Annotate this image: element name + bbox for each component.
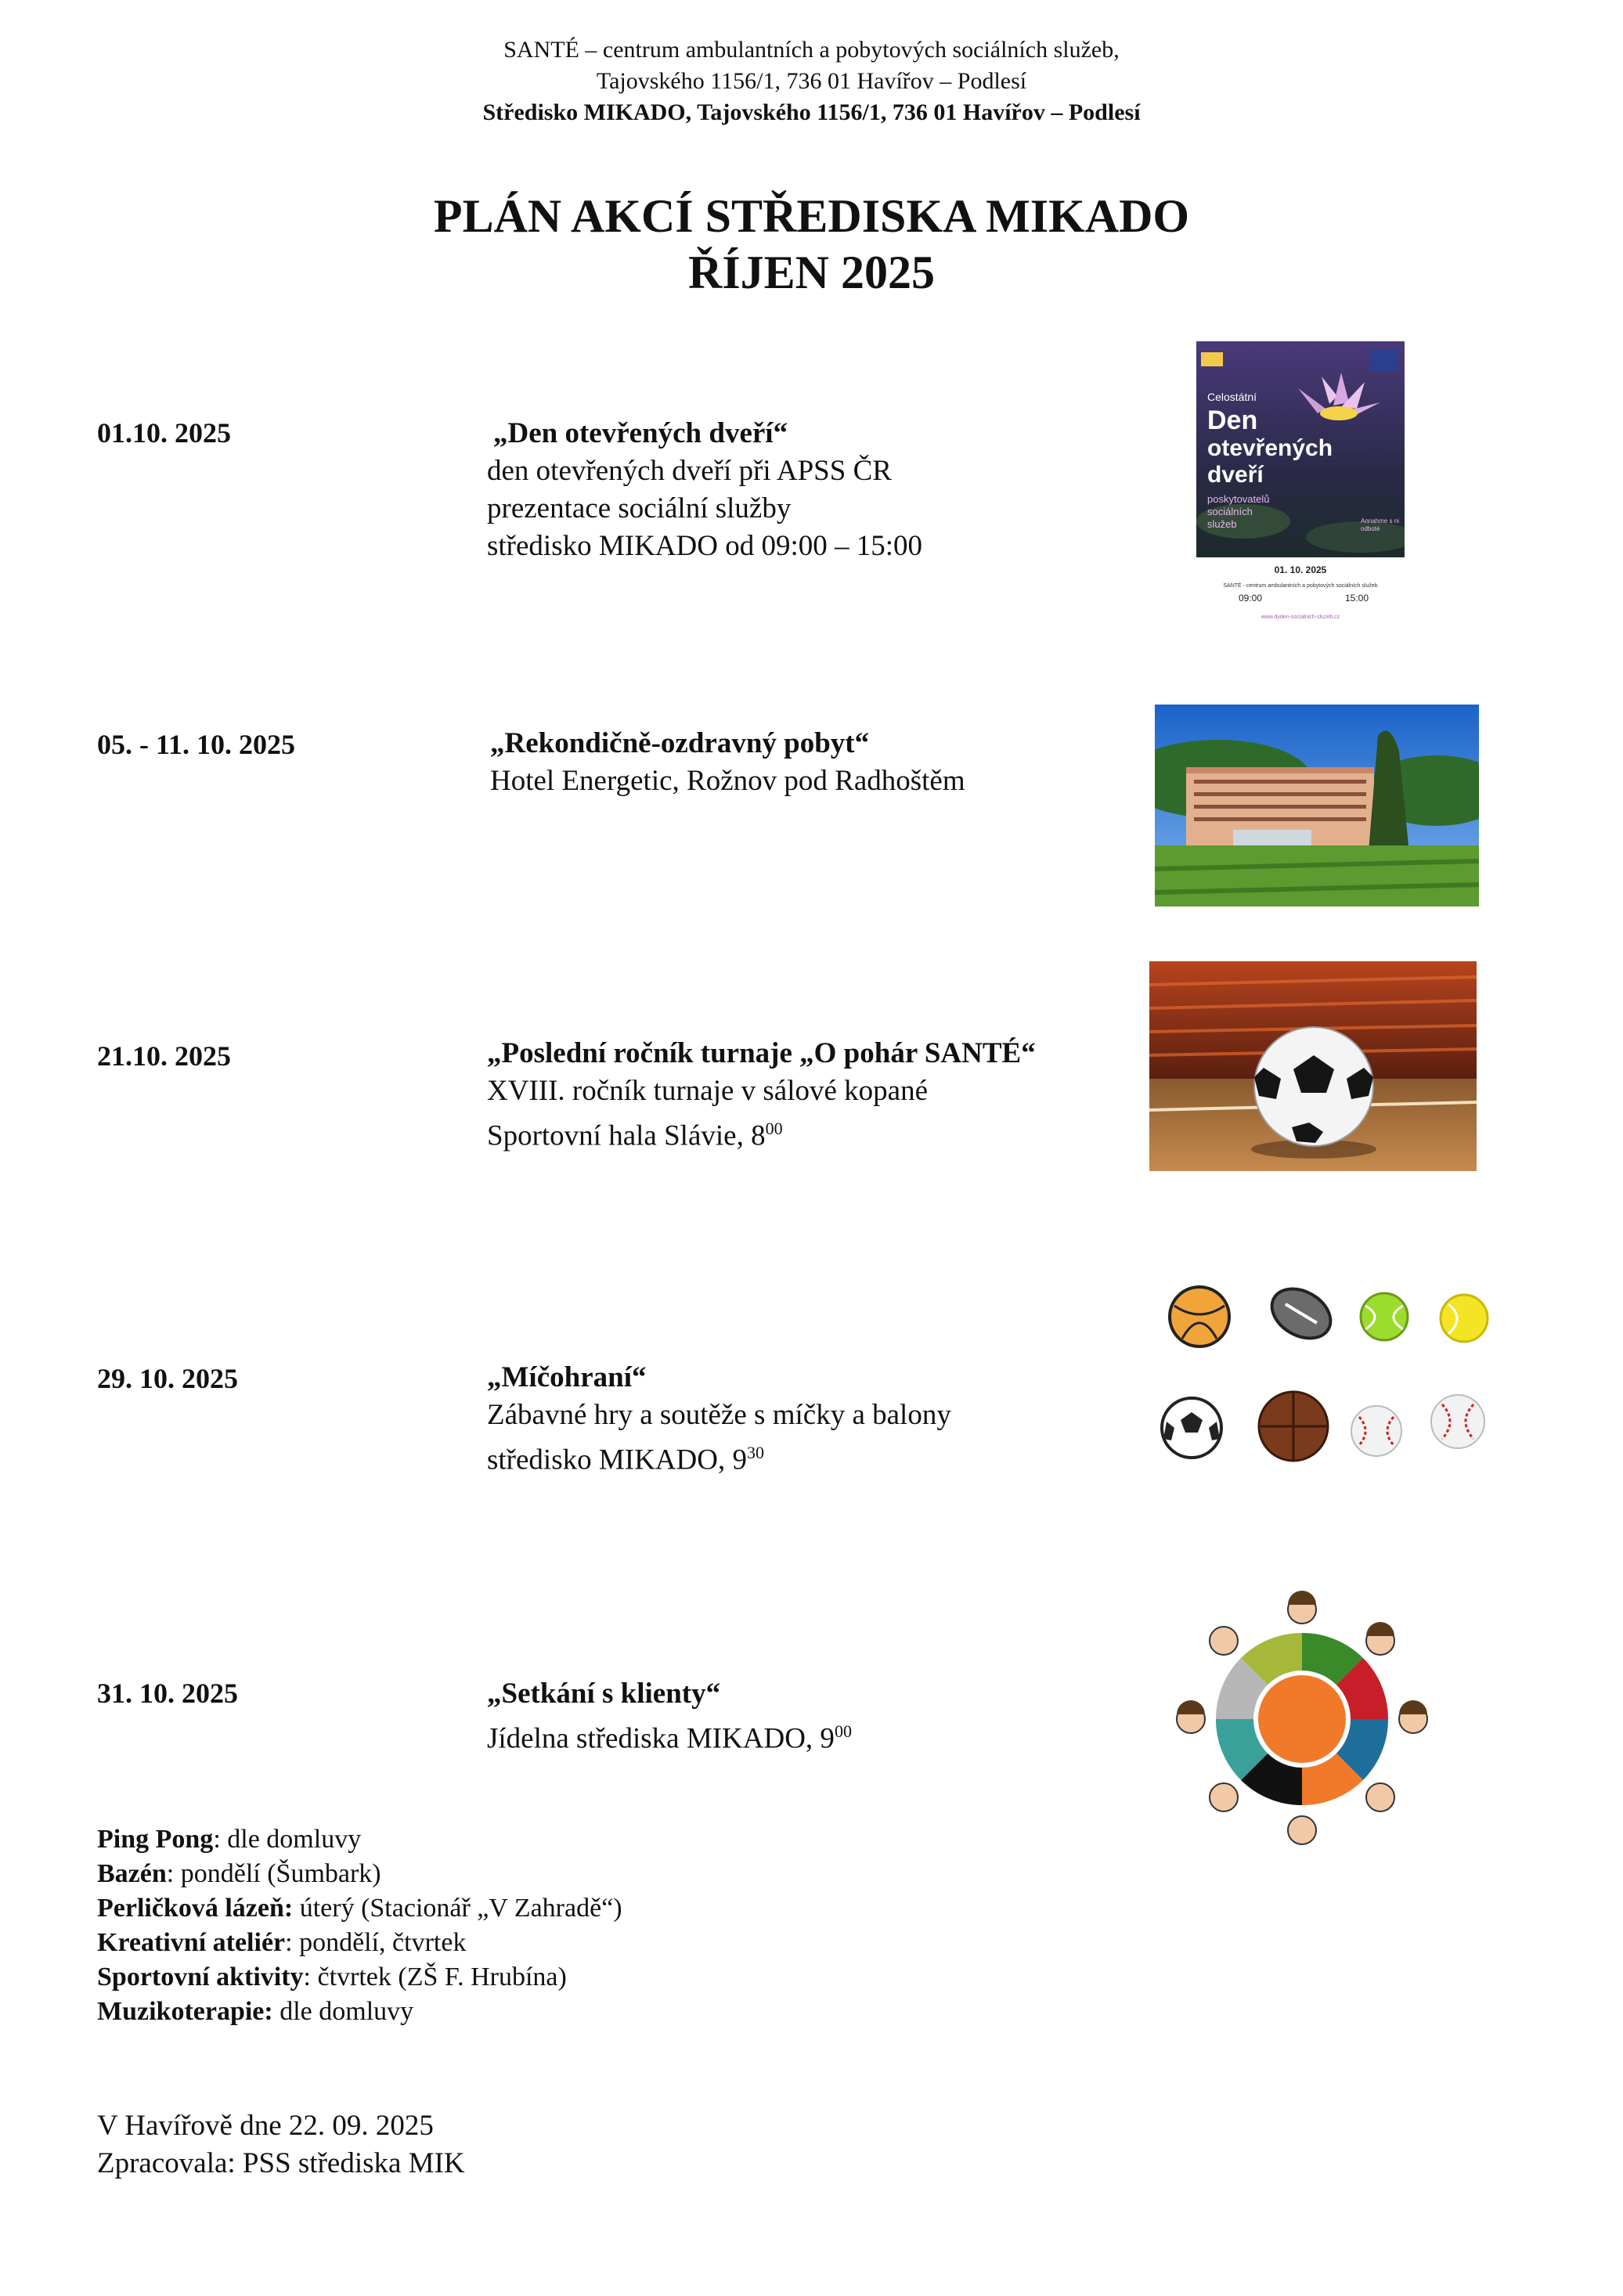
event-5-line: Jídelna střediska MIKADO, $9^{00}$ bbox=[487, 1721, 852, 1755]
poster-side-note: odboté bbox=[1361, 525, 1380, 532]
event-2-line: Hotel Energetic, Rožnov pod Radhoštěm bbox=[490, 765, 965, 797]
poster-title-line: otevřených bbox=[1207, 435, 1333, 461]
poster-title-line: Den bbox=[1207, 405, 1258, 435]
event-5-date: 31. 10. 2025 bbox=[97, 1678, 238, 1709]
event-1-line: prezentace sociální služby bbox=[487, 492, 792, 524]
poster-time-to: 15:00 bbox=[1345, 593, 1369, 604]
event-2-name: „Rekondičně-ozdravný pobyt“ bbox=[490, 727, 870, 759]
activity-line: Sportovní aktivity: čtvrtek (ZŠ F. Hrubína) bbox=[97, 1963, 567, 1991]
title-line-1: PLÁN AKCÍ STŘEDISKA MIKADO bbox=[433, 190, 1190, 242]
football-photo bbox=[1149, 961, 1477, 1171]
header bbox=[0, 34, 1623, 128]
event-5-name: „Setkání s klienty“ bbox=[487, 1678, 721, 1710]
people-circle-illustration bbox=[1165, 1578, 1439, 1852]
header-line-2: Tajovského 1156/1, 736 01 Havířov – Podlesí bbox=[596, 68, 1027, 94]
page-title bbox=[0, 188, 1623, 301]
balls-illustration bbox=[1151, 1268, 1495, 1484]
event-1 bbox=[487, 415, 922, 565]
header-line-1: SANTÉ – centrum ambulantních a pobytových sociálních služeb, bbox=[503, 37, 1120, 63]
poster-top-text: Celostátní bbox=[1207, 391, 1257, 403]
balls-graphic bbox=[1151, 1268, 1495, 1484]
event-3-line: Sportovní hala Slávie, $8^{00}$ bbox=[487, 1119, 783, 1152]
event-4-line: Zábavné hry a soutěže s míčky a balony bbox=[487, 1399, 951, 1431]
poster-side-note: Annahme s ni bbox=[1361, 517, 1399, 524]
poster-url: www.dyden-socialnich-sluzeb.cz bbox=[1261, 615, 1340, 620]
event-4-line: středisko MIKADO, $9^{30}$ bbox=[487, 1443, 764, 1476]
event-4 bbox=[487, 1359, 951, 1479]
open-day-poster bbox=[1196, 341, 1405, 623]
hotel-photo-graphic bbox=[1155, 705, 1479, 907]
activity-line: Kreativní ateliér: pondělí, čtvrtek bbox=[97, 1928, 467, 1957]
activity-line: Bazén: pondělí (Šumbark) bbox=[97, 1859, 381, 1888]
footer-date: V Havířově dne 22. 09. 2025 bbox=[97, 2110, 434, 2142]
event-2 bbox=[490, 725, 965, 800]
regular-activities bbox=[97, 1822, 622, 2029]
footer-author: Zpracovala: PSS střediska MIK bbox=[97, 2147, 465, 2179]
activity-line: Perličková lázeň: úterý (Stacionář „V Zahradě“) bbox=[97, 1894, 622, 1923]
open-day-poster-graphic bbox=[1196, 341, 1405, 623]
footer bbox=[97, 2107, 465, 2182]
event-4-name: „Míčohraní“ bbox=[487, 1361, 647, 1393]
event-1-line: den otevřených dveří při APSS ČR bbox=[487, 455, 892, 487]
event-3-name: „Poslední ročník turnaje „O pohár SANTÉ“ bbox=[487, 1037, 1036, 1069]
event-2-date: 05. - 11. 10. 2025 bbox=[97, 729, 296, 760]
event-3 bbox=[487, 1035, 1036, 1155]
event-4-date: 29. 10. 2025 bbox=[97, 1363, 238, 1394]
header-line-3: Středisko MIKADO, Tajovského 1156/1, 736 01 Havířov – Podlesí bbox=[482, 99, 1141, 125]
event-1-date: 01.10. 2025 bbox=[97, 417, 231, 449]
poster-subtitle-line: sociálních bbox=[1207, 506, 1253, 517]
event-1-name: „Den otevřených dveří“ bbox=[493, 417, 788, 449]
event-5 bbox=[487, 1675, 852, 1757]
activity-line: Ping Pong: dle domluvy bbox=[97, 1825, 362, 1854]
poster-org: SANTÉ - centrum ambulantních a pobytových sociálních služeb bbox=[1223, 583, 1378, 589]
people-circle-graphic bbox=[1165, 1578, 1439, 1852]
title-line-2: ŘÍJEN 2025 bbox=[687, 247, 936, 298]
event-1-line: středisko MIKADO od 09:00 – 15:00 bbox=[487, 530, 923, 562]
football-photo-graphic bbox=[1149, 961, 1477, 1171]
poster-time-from: 09:00 bbox=[1239, 593, 1263, 604]
poster-date: 01. 10. 2025 bbox=[1274, 564, 1327, 575]
poster-subtitle-line: služeb bbox=[1207, 518, 1237, 530]
event-3-date: 21.10. 2025 bbox=[97, 1040, 231, 1072]
hotel-photo bbox=[1155, 705, 1479, 907]
activity-line: Muzikoterapie: dle domluvy bbox=[97, 1997, 414, 2026]
poster-title-line: dveří bbox=[1207, 462, 1264, 488]
poster-subtitle-line: poskytovatelů bbox=[1207, 493, 1270, 505]
event-3-line: XVIII. ročník turnaje v sálové kopané bbox=[487, 1075, 929, 1107]
